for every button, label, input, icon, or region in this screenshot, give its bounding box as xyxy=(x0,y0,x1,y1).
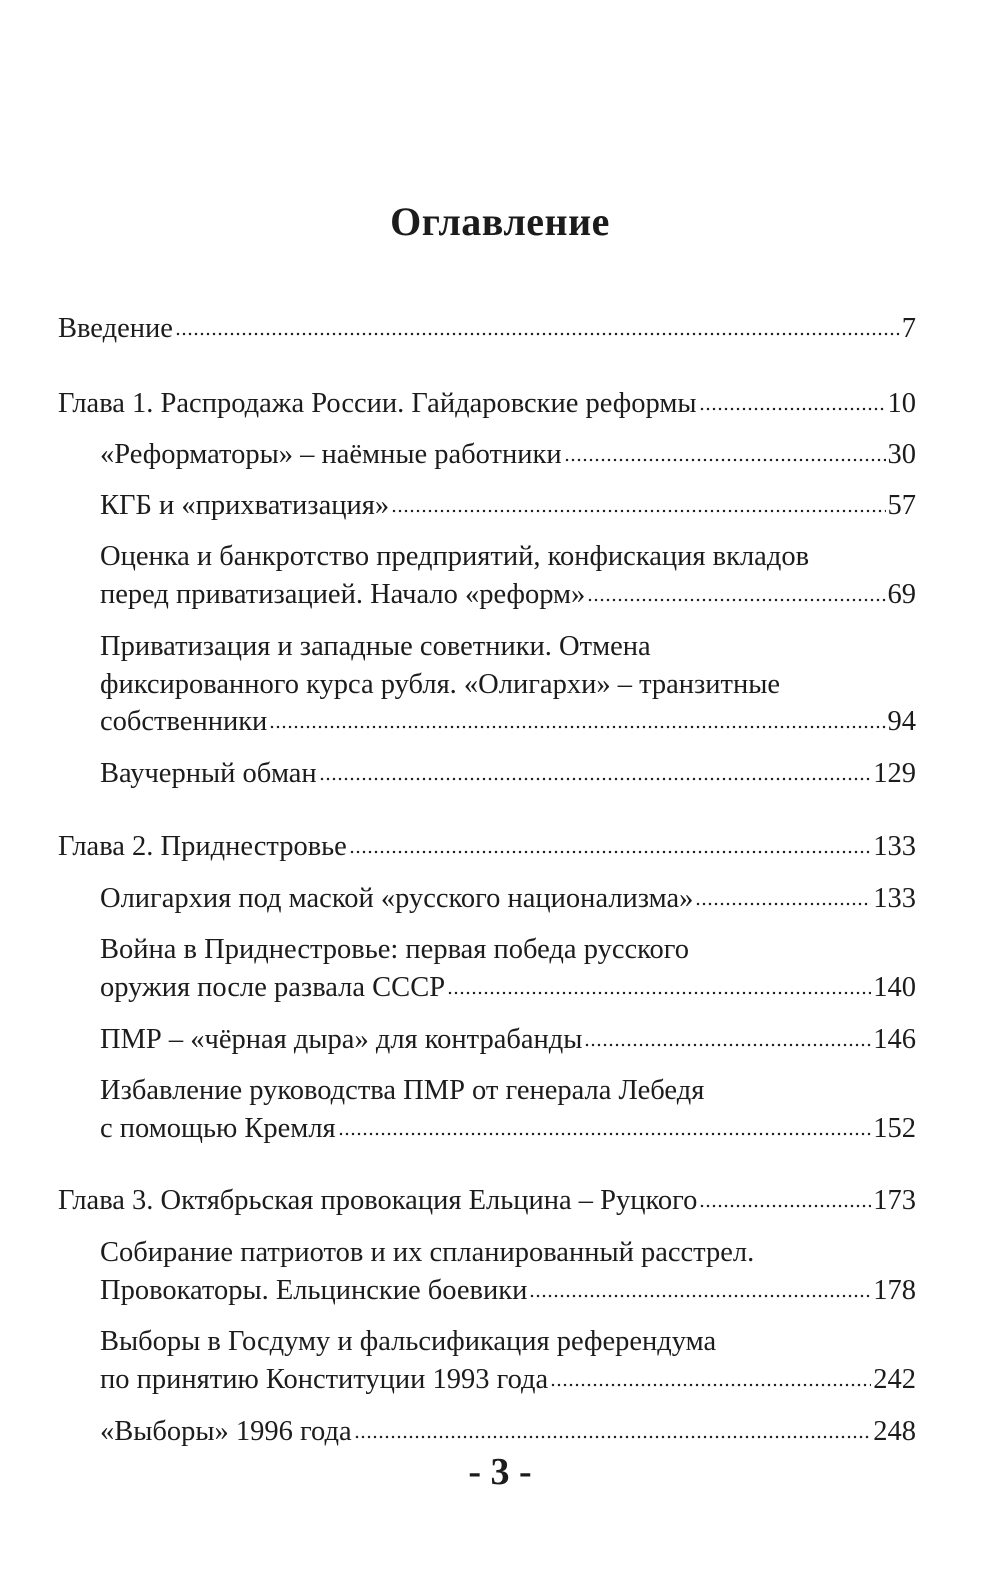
entry-page: 242 xyxy=(873,1364,916,1395)
entry-page: 57 xyxy=(887,490,916,521)
leader-dots xyxy=(550,1382,871,1388)
entry-page: 30 xyxy=(887,439,916,470)
toc-entry-ch1-section-2 xyxy=(100,489,916,523)
leader-dots xyxy=(584,1042,871,1048)
leader-dots xyxy=(349,849,871,855)
toc-entry-intro xyxy=(58,312,916,346)
entry-page: 146 xyxy=(873,1024,916,1055)
entry-text: Глава 3. Октябрьская провокация Ельцина – Руцкого xyxy=(58,1185,698,1216)
toc-entry-ch3-section-2-line1: Выборы в Госдуму и фальсификация референдума xyxy=(100,1326,717,1357)
toc-entry-chapter-3 xyxy=(58,1184,916,1218)
entry-text: с помощью Кремля xyxy=(100,1113,336,1144)
entry-text: по принятию Конституции 1993 года xyxy=(100,1364,549,1395)
leader-dots xyxy=(529,1293,871,1299)
entry-text: Введение xyxy=(58,313,173,344)
entry-page: 10 xyxy=(887,388,916,419)
entry-text: Глава 1. Распродажа России. Гайдаровские реформы xyxy=(58,388,697,419)
leader-dots xyxy=(175,331,900,337)
entry-text: Олигархия под маской «русского национализма» xyxy=(100,883,694,914)
page-title: Оглавление xyxy=(390,199,610,244)
toc-entry-ch2-section-2 xyxy=(100,971,916,1005)
toc-entry-ch3-section-1 xyxy=(100,1274,916,1308)
leader-dots xyxy=(564,457,886,463)
leader-dots xyxy=(269,724,885,730)
leader-dots xyxy=(695,901,871,907)
leader-dots xyxy=(699,406,886,412)
entry-text: КГБ и «прихватизация» xyxy=(100,490,390,521)
entry-page: 129 xyxy=(873,758,916,789)
page-number: - 3 - xyxy=(468,1451,532,1493)
entry-text: оружия после развала СССР xyxy=(100,972,446,1003)
toc-entry-ch3-section-3 xyxy=(100,1415,916,1449)
entry-page: 133 xyxy=(873,831,916,862)
leader-dots xyxy=(338,1131,872,1137)
entry-text: ПМР – «чёрная дыра» для контрабанды xyxy=(100,1024,583,1055)
toc-entry-chapter-2 xyxy=(58,830,916,864)
toc-entry-ch1-section-5 xyxy=(100,757,916,791)
toc-entry-chapter-1 xyxy=(58,387,916,421)
entry-page: 152 xyxy=(873,1113,916,1144)
entry-text: Провокаторы. Ельцинские боевики xyxy=(100,1275,528,1306)
toc-entry-ch1-section-4 xyxy=(100,705,916,739)
toc-entry-ch2-section-2-line1: Война в Приднестровье: первая победа русского xyxy=(100,934,690,965)
entry-page: 133 xyxy=(873,883,916,914)
leader-dots xyxy=(391,508,885,514)
entry-text: собственники xyxy=(100,706,268,737)
entry-text: «Реформаторы» – наёмные работники xyxy=(100,439,562,470)
toc-entry-ch1-section-1 xyxy=(100,438,916,472)
toc-entry-ch2-section-1 xyxy=(100,882,916,916)
toc-entry-ch1-section-4-line1: Приватизация и западные советники. Отмена xyxy=(100,631,651,662)
entry-text: Ваучерный обман xyxy=(100,758,317,789)
leader-dots xyxy=(354,1434,872,1440)
entry-page: 94 xyxy=(887,706,916,737)
entry-page: 178 xyxy=(873,1275,916,1306)
entry-text: Глава 2. Приднестровье xyxy=(58,831,347,862)
entry-page: 140 xyxy=(873,972,916,1003)
toc-entry-ch2-section-3 xyxy=(100,1023,916,1057)
entry-page: 248 xyxy=(873,1416,916,1447)
leader-dots xyxy=(699,1203,871,1209)
toc-entry-ch3-section-2 xyxy=(100,1363,916,1397)
leader-dots xyxy=(587,597,885,603)
leader-dots xyxy=(319,776,872,782)
entry-page: 69 xyxy=(887,579,916,610)
entry-page: 7 xyxy=(901,313,916,344)
leader-dots xyxy=(447,990,871,996)
toc-entry-ch3-section-1-line1: Собирание патриотов и их спланированный расстрел. xyxy=(100,1237,755,1268)
toc-entry-ch2-section-4 xyxy=(100,1112,916,1146)
toc-entry-ch1-section-3 xyxy=(100,578,916,612)
toc-entry-ch1-section-3-line1: Оценка и банкротство предприятий, конфискация вкладов xyxy=(100,541,810,572)
entry-text: «Выборы» 1996 года xyxy=(100,1416,352,1447)
toc-entry-ch1-section-4-line2: фиксированного курса рубля. «Олигархи» – транзитные xyxy=(100,669,781,700)
toc-entry-ch2-section-4-line1: Избавление руководства ПМР от генерала Лебедя xyxy=(100,1075,705,1106)
entry-text: перед приватизацией. Начало «реформ» xyxy=(100,579,586,610)
entry-page: 173 xyxy=(873,1185,916,1216)
